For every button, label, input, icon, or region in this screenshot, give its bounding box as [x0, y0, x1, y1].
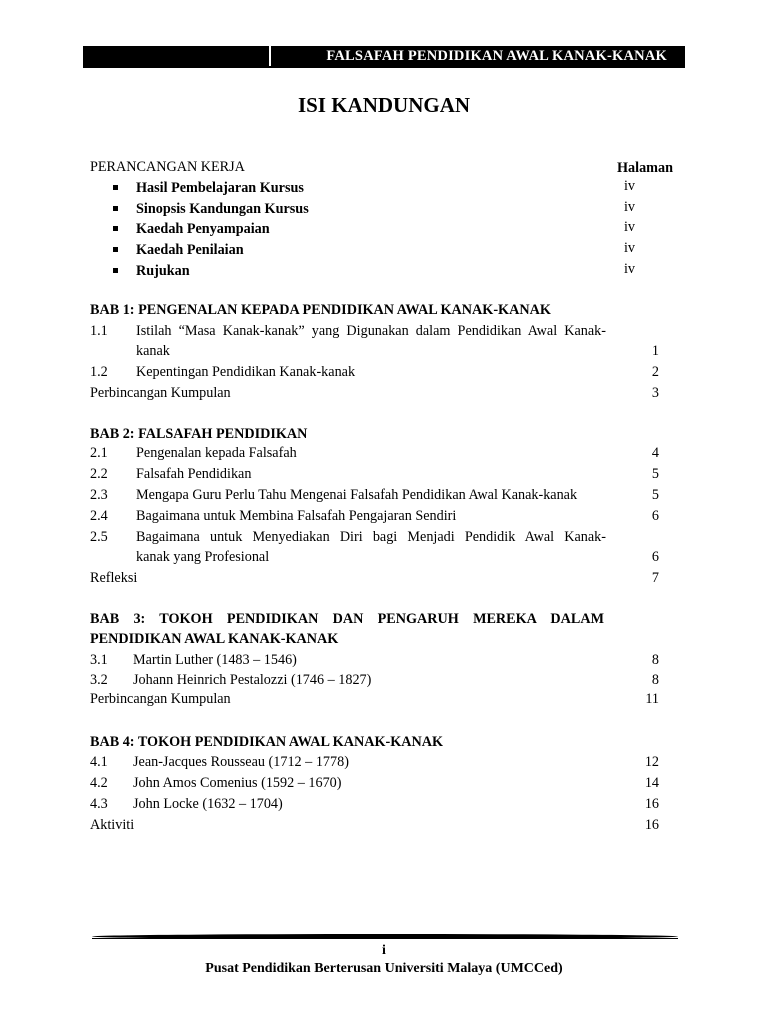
bullet-square-icon [113, 268, 118, 273]
toc-entry-number: 2.4 [90, 508, 108, 524]
toc-entry-title: John Amos Comenius (1592 – 1670) [133, 775, 342, 791]
toc-entry-title: Jean-Jacques Rousseau (1712 – 1778) [133, 754, 349, 770]
toc-entry-title: Aktiviti [90, 817, 135, 833]
toc-entry-title: Pengenalan kepada Falsafah [136, 445, 297, 461]
toc-entry-number: 1.1 [90, 323, 108, 339]
toc-entry[interactable] [90, 794, 662, 814]
toc-entry-number: 2.2 [90, 466, 108, 482]
toc-page-number: 8 [651, 672, 659, 688]
toc-entry[interactable] [90, 321, 662, 341]
header-divider [269, 46, 271, 66]
toc-entry-title: kanak [136, 343, 170, 359]
toc-entry-title: Falsafah Pendidikan [136, 466, 252, 482]
toc-entry[interactable] [90, 689, 662, 709]
footer-page-number: i [382, 943, 386, 958]
bullet-square-icon [113, 247, 118, 252]
page-column-label: Halaman [617, 160, 673, 176]
bullet-square-icon [113, 185, 118, 190]
toc-entry-title: Bagaimana untuk Menyediakan Diri bagi Menjadi Pendidik Awal Kanak- [136, 529, 606, 545]
toc-page-number: iv [623, 219, 636, 235]
toc-page-number: 16 [644, 796, 659, 812]
toc-entry[interactable] [90, 650, 662, 670]
toc-entry-title: Mengapa Guru Perlu Tahu Mengenai Falsafah Pendidikan Awal Kanak-kanak [136, 487, 578, 503]
running-header-title: FALSAFAH PENDIDIKAN AWAL KANAK-KANAK [326, 48, 667, 64]
toc-entry-title: Johann Heinrich Pestalozzi (1746 – 1827) [133, 672, 372, 688]
toc-entry[interactable] [90, 362, 662, 382]
toc-entry-number: 3.1 [90, 652, 108, 668]
toc-entry-title: John Locke (1632 – 1704) [133, 796, 283, 812]
toc-entry[interactable] [90, 670, 662, 690]
toc-page-number: 5 [651, 466, 659, 482]
toc-page-number: 2 [651, 364, 659, 380]
toc-page-number: iv [623, 240, 636, 256]
toc-entry-number: 2.1 [90, 445, 108, 461]
toc-page-number: 5 [651, 487, 659, 503]
toc-item-label: Sinopsis Kandungan Kursus [136, 201, 309, 217]
toc-page-number: 12 [644, 754, 659, 770]
toc-chapter-heading[interactable]: BAB 2: FALSAFAH PENDIDIKAN [90, 426, 308, 442]
toc-page-number: 6 [651, 549, 659, 565]
toc-entry[interactable] [90, 752, 662, 772]
toc-entry[interactable] [90, 527, 662, 547]
toc-page-number: 8 [651, 652, 659, 668]
toc-entry[interactable] [90, 506, 662, 526]
toc-entry-number: 4.3 [90, 796, 108, 812]
toc-entry-title: Perbincangan Kumpulan [90, 385, 231, 401]
toc-page-number: 14 [644, 775, 659, 791]
toc-page-number: iv [623, 261, 636, 277]
toc-chapter-heading[interactable]: BAB 3: TOKOH PENDIDIKAN DAN PENGARUH MEREKA DALAM [90, 611, 604, 627]
toc-entry-continued[interactable] [90, 341, 662, 361]
toc-entry-number: 4.1 [90, 754, 108, 770]
page-title: ISI KANDUNGAN [297, 93, 471, 117]
toc-page-number: iv [623, 178, 636, 194]
toc-page-number: 3 [651, 385, 659, 401]
toc-entry-number: 2.5 [90, 529, 108, 545]
toc-page-number: 16 [644, 817, 659, 833]
toc-chapter-heading-continued[interactable]: PENDIDIKAN AWAL KANAK-KANAK [90, 631, 339, 647]
toc-entry[interactable] [90, 568, 662, 588]
bullet-square-icon [113, 226, 118, 231]
toc-item-label: Kaedah Penyampaian [136, 221, 270, 237]
toc-page-number: 1 [651, 343, 659, 359]
toc-page-number: 6 [651, 508, 659, 524]
toc-entry-continued[interactable] [90, 547, 662, 567]
toc-chapter-heading[interactable]: BAB 4: TOKOH PENDIDIKAN AWAL KANAK-KANAK [90, 734, 444, 750]
footer-rule-thin [92, 938, 678, 939]
toc-entry[interactable] [90, 773, 662, 793]
toc-item-label: Kaedah Penilaian [136, 242, 244, 258]
toc-entry-number: 2.3 [90, 487, 108, 503]
toc-entry[interactable] [90, 464, 662, 484]
toc-entry-title: Bagaimana untuk Membina Falsafah Pengajaran Sendiri [136, 508, 457, 524]
toc-entry-title: Refleksi [90, 570, 138, 586]
bullet-square-icon [113, 206, 118, 211]
toc-entry[interactable] [90, 383, 662, 403]
toc-entry-title: Istilah “Masa Kanak-kanak” yang Digunakan dalam Pendidikan Awal Kanak- [136, 323, 606, 339]
toc-chapter-heading[interactable]: BAB 1: PENGENALAN KEPADA PENDIDIKAN AWAL KANAK-KANAK [90, 302, 551, 318]
toc-page-number: iv [623, 199, 636, 215]
toc-entry[interactable] [90, 443, 662, 463]
footer-publisher: Pusat Pendidikan Berterusan Universiti Malaya (UMCCed) [205, 961, 563, 976]
toc-entry-title: Martin Luther (1483 – 1546) [133, 652, 297, 668]
running-header [83, 46, 685, 68]
toc-entry-number: 3.2 [90, 672, 108, 688]
toc-page-number: 7 [651, 570, 659, 586]
toc-entry-number: 1.2 [90, 364, 108, 380]
toc-page-number: 11 [645, 691, 659, 707]
toc-section-heading: PERANCANGAN KERJA [90, 159, 245, 175]
toc-entry-number: 4.2 [90, 775, 108, 791]
toc-entry-title: kanak yang Profesional [136, 549, 270, 565]
toc-item-label: Rujukan [136, 263, 190, 279]
toc-entry[interactable] [90, 485, 662, 505]
toc-entry-title: Perbincangan Kumpulan [90, 691, 231, 707]
toc-entry-title: Kepentingan Pendidikan Kanak-kanak [136, 364, 356, 380]
toc-item-label: Hasil Pembelajaran Kursus [136, 180, 304, 196]
toc-page-number: 4 [651, 445, 659, 461]
toc-entry[interactable] [90, 815, 662, 835]
